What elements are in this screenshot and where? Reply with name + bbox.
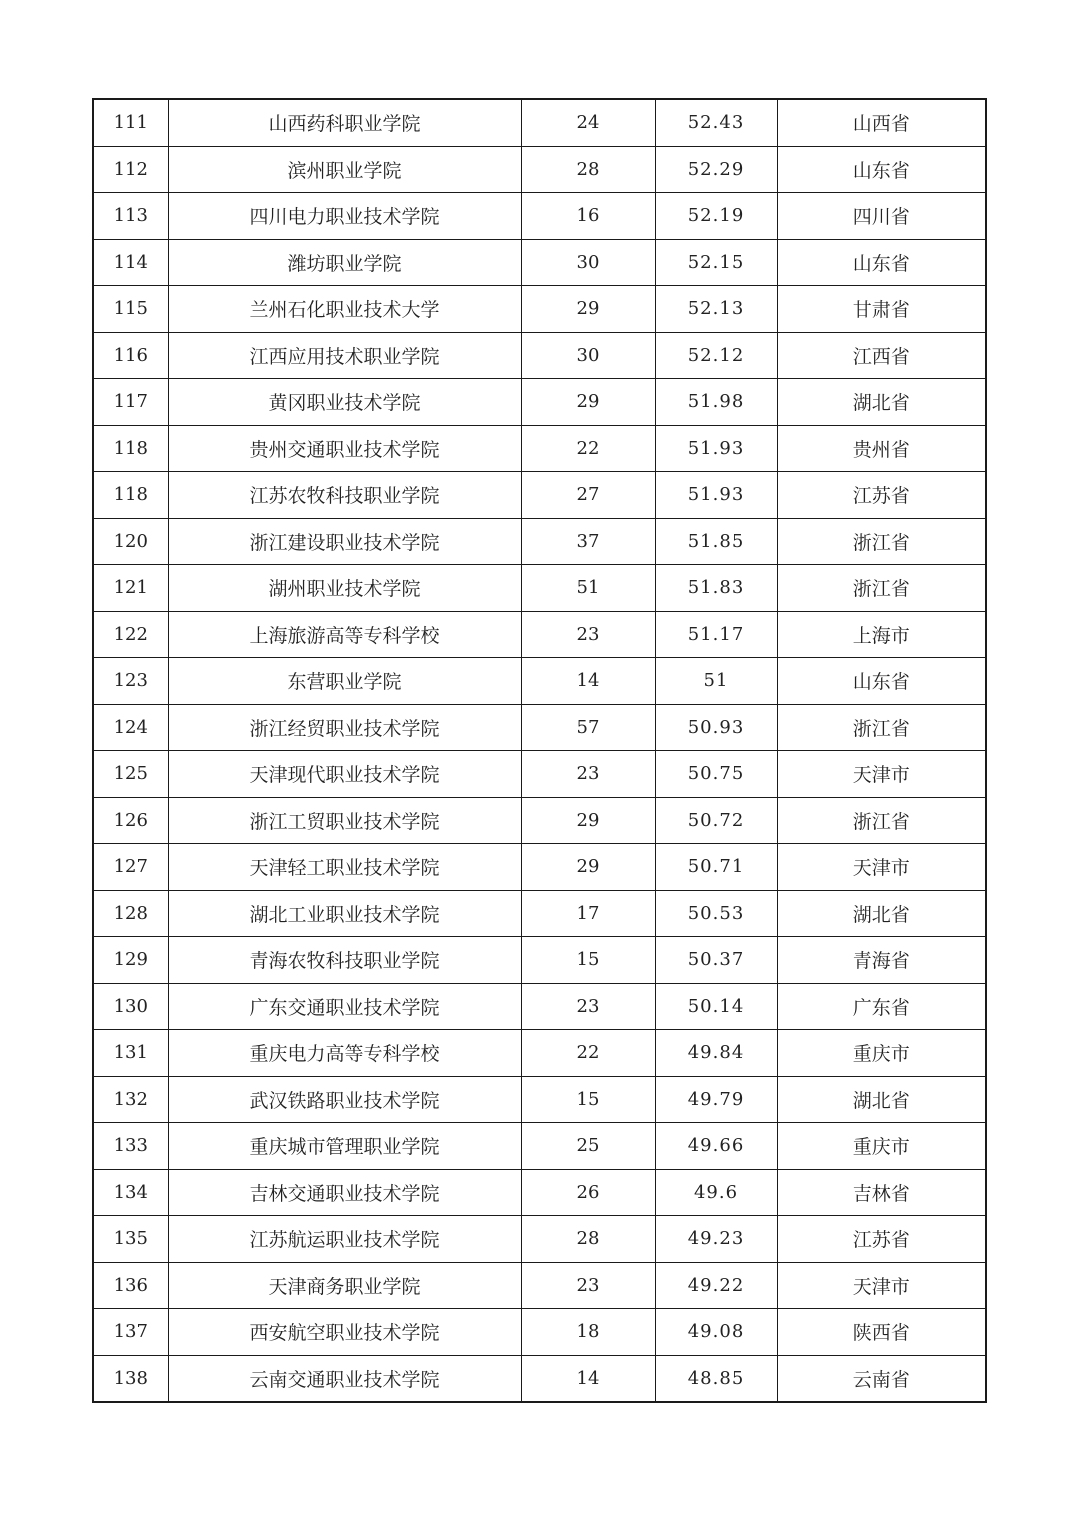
province-cell: 广东省 <box>777 983 986 1030</box>
score-cell: 50.93 <box>655 704 777 751</box>
college-name-cell: 广东交通职业技术学院 <box>168 983 521 1030</box>
province-cell: 湖北省 <box>777 1076 986 1123</box>
score-cell: 52.13 <box>655 286 777 333</box>
count-cell: 29 <box>521 286 655 333</box>
province-cell: 江苏省 <box>777 1216 986 1263</box>
count-cell: 29 <box>521 844 655 891</box>
score-cell: 52.15 <box>655 239 777 286</box>
province-cell: 陕西省 <box>777 1309 986 1356</box>
province-cell: 湖北省 <box>777 890 986 937</box>
rank-cell: 129 <box>93 937 168 984</box>
count-cell: 16 <box>521 193 655 240</box>
province-cell: 贵州省 <box>777 425 986 472</box>
count-cell: 15 <box>521 937 655 984</box>
score-cell: 50.72 <box>655 797 777 844</box>
table-row <box>93 565 986 612</box>
count-cell: 18 <box>521 1309 655 1356</box>
college-name-cell: 浙江建设职业技术学院 <box>168 518 521 565</box>
college-name-cell: 重庆城市管理职业学院 <box>168 1123 521 1170</box>
rank-cell: 115 <box>93 286 168 333</box>
table-row <box>93 751 986 798</box>
table-row <box>93 611 986 658</box>
score-cell: 49.84 <box>655 1030 777 1077</box>
table-row <box>93 425 986 472</box>
score-cell: 51.93 <box>655 472 777 519</box>
ranking-table-body <box>93 99 986 1402</box>
count-cell: 37 <box>521 518 655 565</box>
rank-cell: 120 <box>93 518 168 565</box>
count-cell: 29 <box>521 379 655 426</box>
college-name-cell: 贵州交通职业技术学院 <box>168 425 521 472</box>
province-cell: 天津市 <box>777 844 986 891</box>
count-cell: 15 <box>521 1076 655 1123</box>
college-name-cell: 武汉铁路职业技术学院 <box>168 1076 521 1123</box>
province-cell: 江西省 <box>777 332 986 379</box>
table-row <box>93 99 986 146</box>
rank-cell: 112 <box>93 146 168 193</box>
province-cell: 江苏省 <box>777 472 986 519</box>
score-cell: 49.23 <box>655 1216 777 1263</box>
rank-cell: 122 <box>93 611 168 658</box>
count-cell: 30 <box>521 332 655 379</box>
ranking-table <box>92 98 987 1403</box>
province-cell: 四川省 <box>777 193 986 240</box>
table-row <box>93 286 986 333</box>
count-cell: 14 <box>521 658 655 705</box>
province-cell: 浙江省 <box>777 797 986 844</box>
count-cell: 26 <box>521 1169 655 1216</box>
college-name-cell: 西安航空职业技术学院 <box>168 1309 521 1356</box>
score-cell: 50.14 <box>655 983 777 1030</box>
rank-cell: 130 <box>93 983 168 1030</box>
table-row <box>93 193 986 240</box>
count-cell: 23 <box>521 983 655 1030</box>
province-cell: 甘肃省 <box>777 286 986 333</box>
rank-cell: 121 <box>93 565 168 612</box>
college-name-cell: 天津商务职业学院 <box>168 1262 521 1309</box>
college-name-cell: 浙江经贸职业技术学院 <box>168 704 521 751</box>
table-row <box>93 797 986 844</box>
rank-cell: 118 <box>93 472 168 519</box>
rank-cell: 113 <box>93 193 168 240</box>
table-row <box>93 937 986 984</box>
rank-cell: 127 <box>93 844 168 891</box>
college-name-cell: 云南交通职业技术学院 <box>168 1355 521 1402</box>
rank-cell: 137 <box>93 1309 168 1356</box>
score-cell: 49.22 <box>655 1262 777 1309</box>
rank-cell: 118 <box>93 425 168 472</box>
score-cell: 51.98 <box>655 379 777 426</box>
score-cell: 48.85 <box>655 1355 777 1402</box>
score-cell: 49.08 <box>655 1309 777 1356</box>
college-name-cell: 兰州石化职业技术大学 <box>168 286 521 333</box>
table-row <box>93 704 986 751</box>
score-cell: 51 <box>655 658 777 705</box>
score-cell: 50.37 <box>655 937 777 984</box>
count-cell: 22 <box>521 1030 655 1077</box>
rank-cell: 128 <box>93 890 168 937</box>
score-cell: 50.53 <box>655 890 777 937</box>
count-cell: 23 <box>521 751 655 798</box>
count-cell: 28 <box>521 146 655 193</box>
college-name-cell: 四川电力职业技术学院 <box>168 193 521 240</box>
college-name-cell: 天津现代职业技术学院 <box>168 751 521 798</box>
table-row <box>93 332 986 379</box>
province-cell: 重庆市 <box>777 1123 986 1170</box>
rank-cell: 133 <box>93 1123 168 1170</box>
college-name-cell: 江苏农牧科技职业学院 <box>168 472 521 519</box>
rank-cell: 131 <box>93 1030 168 1077</box>
score-cell: 51.85 <box>655 518 777 565</box>
rank-cell: 138 <box>93 1355 168 1402</box>
score-cell: 52.29 <box>655 146 777 193</box>
province-cell: 湖北省 <box>777 379 986 426</box>
rank-cell: 124 <box>93 704 168 751</box>
count-cell: 29 <box>521 797 655 844</box>
province-cell: 山西省 <box>777 99 986 146</box>
college-name-cell: 湖北工业职业技术学院 <box>168 890 521 937</box>
count-cell: 23 <box>521 1262 655 1309</box>
rank-cell: 114 <box>93 239 168 286</box>
count-cell: 28 <box>521 1216 655 1263</box>
table-row <box>93 658 986 705</box>
province-cell: 上海市 <box>777 611 986 658</box>
table-row <box>93 146 986 193</box>
province-cell: 吉林省 <box>777 1169 986 1216</box>
table-row <box>93 1076 986 1123</box>
table-row <box>93 472 986 519</box>
table-row <box>93 1262 986 1309</box>
rank-cell: 111 <box>93 99 168 146</box>
count-cell: 51 <box>521 565 655 612</box>
province-cell: 云南省 <box>777 1355 986 1402</box>
table-row <box>93 1309 986 1356</box>
rank-cell: 135 <box>93 1216 168 1263</box>
college-name-cell: 吉林交通职业技术学院 <box>168 1169 521 1216</box>
province-cell: 天津市 <box>777 751 986 798</box>
table-row <box>93 983 986 1030</box>
score-cell: 52.43 <box>655 99 777 146</box>
college-name-cell: 东营职业学院 <box>168 658 521 705</box>
rank-cell: 117 <box>93 379 168 426</box>
college-name-cell: 黄冈职业技术学院 <box>168 379 521 426</box>
score-cell: 51.93 <box>655 425 777 472</box>
score-cell: 49.66 <box>655 1123 777 1170</box>
rank-cell: 126 <box>93 797 168 844</box>
score-cell: 49.6 <box>655 1169 777 1216</box>
table-row <box>93 1355 986 1402</box>
count-cell: 27 <box>521 472 655 519</box>
province-cell: 天津市 <box>777 1262 986 1309</box>
count-cell: 14 <box>521 1355 655 1402</box>
table-row <box>93 1169 986 1216</box>
count-cell: 23 <box>521 611 655 658</box>
rank-cell: 123 <box>93 658 168 705</box>
table-row <box>93 239 986 286</box>
college-name-cell: 湖州职业技术学院 <box>168 565 521 612</box>
college-name-cell: 山西药科职业学院 <box>168 99 521 146</box>
score-cell: 51.83 <box>655 565 777 612</box>
college-name-cell: 天津轻工职业技术学院 <box>168 844 521 891</box>
count-cell: 22 <box>521 425 655 472</box>
rank-cell: 134 <box>93 1169 168 1216</box>
table-row <box>93 518 986 565</box>
table-row <box>93 890 986 937</box>
count-cell: 30 <box>521 239 655 286</box>
college-name-cell: 江西应用技术职业学院 <box>168 332 521 379</box>
score-cell: 52.12 <box>655 332 777 379</box>
province-cell: 山东省 <box>777 658 986 705</box>
college-name-cell: 青海农牧科技职业学院 <box>168 937 521 984</box>
rank-cell: 116 <box>93 332 168 379</box>
province-cell: 浙江省 <box>777 518 986 565</box>
college-name-cell: 江苏航运职业技术学院 <box>168 1216 521 1263</box>
province-cell: 浙江省 <box>777 565 986 612</box>
rank-cell: 136 <box>93 1262 168 1309</box>
count-cell: 24 <box>521 99 655 146</box>
score-cell: 50.75 <box>655 751 777 798</box>
table-row <box>93 1030 986 1077</box>
table-row <box>93 1216 986 1263</box>
college-name-cell: 潍坊职业学院 <box>168 239 521 286</box>
score-cell: 50.71 <box>655 844 777 891</box>
table-row <box>93 1123 986 1170</box>
count-cell: 25 <box>521 1123 655 1170</box>
province-cell: 山东省 <box>777 239 986 286</box>
college-name-cell: 滨州职业学院 <box>168 146 521 193</box>
province-cell: 重庆市 <box>777 1030 986 1077</box>
count-cell: 17 <box>521 890 655 937</box>
rank-cell: 132 <box>93 1076 168 1123</box>
province-cell: 浙江省 <box>777 704 986 751</box>
count-cell: 57 <box>521 704 655 751</box>
score-cell: 51.17 <box>655 611 777 658</box>
score-cell: 52.19 <box>655 193 777 240</box>
college-name-cell: 上海旅游高等专科学校 <box>168 611 521 658</box>
table-row <box>93 844 986 891</box>
province-cell: 青海省 <box>777 937 986 984</box>
province-cell: 山东省 <box>777 146 986 193</box>
college-name-cell: 重庆电力高等专科学校 <box>168 1030 521 1077</box>
college-name-cell: 浙江工贸职业技术学院 <box>168 797 521 844</box>
rank-cell: 125 <box>93 751 168 798</box>
table-row <box>93 379 986 426</box>
score-cell: 49.79 <box>655 1076 777 1123</box>
